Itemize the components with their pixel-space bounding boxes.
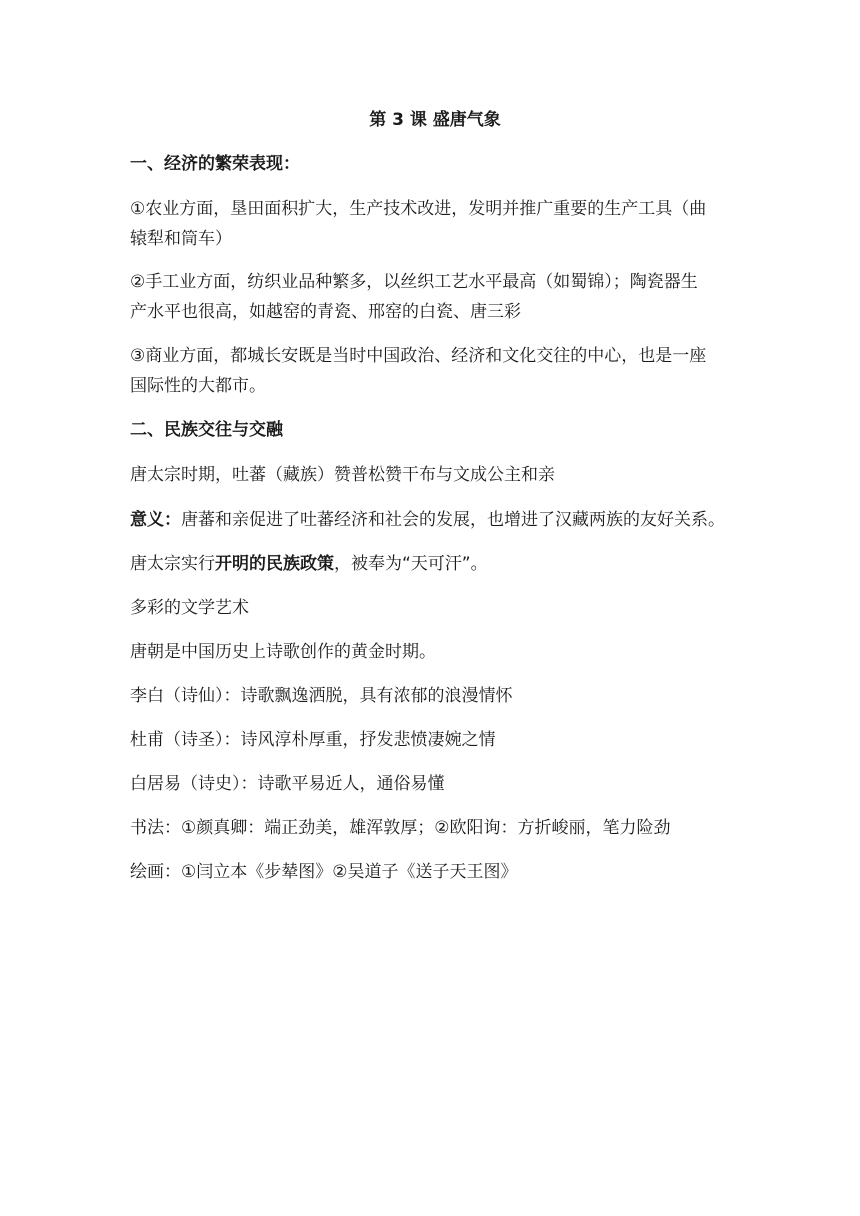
agriculture-line-1: ①农业方面，垦田面积扩大，生产技术改进，发明并推广重要的生产工具（曲	[130, 199, 707, 219]
document-title: 第 3 课 盛唐气象	[369, 110, 501, 130]
agriculture-line-2: 辕犁和筒车）	[130, 229, 232, 249]
painting-text: 绘画：①闫立本《步辇图》②吴道子《送子天王图》	[130, 862, 518, 882]
significance-label: 意义：	[130, 510, 181, 530]
section-heading-arts: 多彩的文学艺术	[130, 598, 249, 618]
significance-text: 唐蕃和亲促进了吐蕃经济和社会的发展，也增进了汉藏两族的友好关系。	[181, 510, 725, 530]
policy-prefix: 唐太宗实行	[130, 554, 215, 574]
calligraphy-text: 书法：①颜真卿：端正劲美，雄浑敦厚；②欧阳询：方折峻丽，笔力险劲	[130, 818, 671, 838]
libai-text: 李白（诗仙）：诗歌飘逸洒脱，具有浓郁的浪漫情怀	[130, 686, 513, 706]
handicraft-line-1: ②手工业方面，纺织业品种繁多，以丝织工艺水平最高（如蜀锦）；陶瓷器生	[130, 272, 698, 292]
marriage-text: 唐太宗时期，吐蕃（藏族）赞普松赞干布与文成公主和亲	[130, 465, 555, 485]
commerce-line-2: 国际性的大都市。	[130, 376, 266, 396]
golden-age-text: 唐朝是中国历史上诗歌创作的黄金时期。	[130, 642, 436, 662]
section-heading-ethnic: 二、民族交往与交融	[130, 420, 283, 440]
handicraft-line-2: 产水平也很高，如越窑的青瓷、邢窑的白瓷、唐三彩	[130, 302, 521, 322]
policy-paragraph	[130, 549, 740, 579]
baijuyi-text: 白居易（诗史）：诗歌平易近人，通俗易懂	[130, 774, 445, 794]
dufu-text: 杜甫（诗圣）：诗风淳朴厚重，抒发悲愤凄婉之情	[130, 730, 496, 750]
significance-paragraph	[130, 505, 740, 535]
section-heading-economy: 一、经济的繁荣表现：	[130, 154, 300, 174]
commerce-line-1: ③商业方面，都城长安既是当时中国政治、经济和文化交往的中心，也是一座	[130, 346, 707, 366]
policy-suffix: ，被奉为“天可汗”。	[334, 554, 488, 574]
policy-bold: 开明的民族政策	[215, 554, 334, 574]
